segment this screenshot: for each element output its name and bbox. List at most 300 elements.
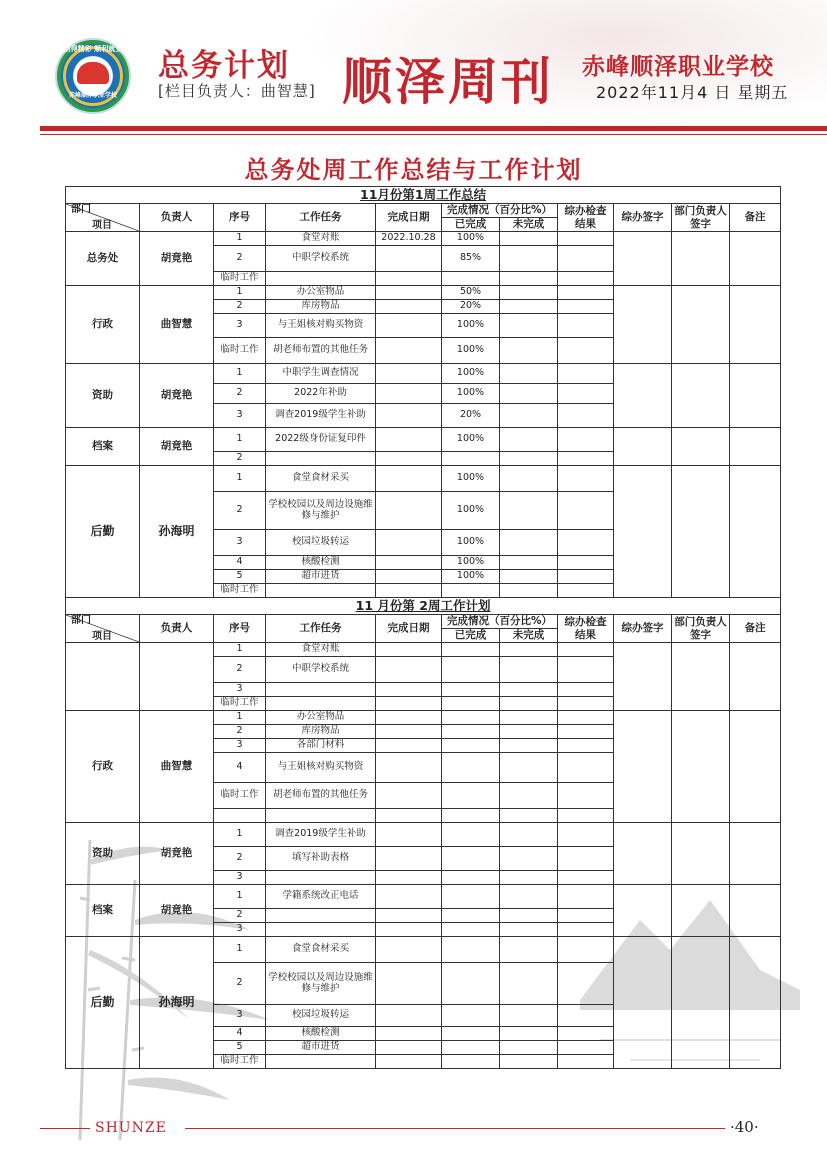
date-cell — [376, 404, 442, 428]
number-cell: 1 — [214, 232, 266, 246]
date-cell — [376, 823, 442, 847]
task-cell — [266, 683, 376, 697]
dept-label: 部门 — [71, 615, 91, 626]
header-divider-thin — [40, 134, 827, 135]
task-cell: 2022年补助 — [266, 384, 376, 404]
sign-header: 综办签字 — [614, 204, 672, 232]
task-cell: 中职学校系统 — [266, 246, 376, 272]
done-cell — [442, 909, 500, 923]
check-cell — [558, 937, 614, 963]
task-cell: 胡老师布置的其他任务 — [266, 783, 376, 809]
header-divider — [40, 126, 827, 131]
note-cell — [730, 428, 781, 466]
date-cell — [376, 909, 442, 923]
table-row — [66, 615, 781, 629]
person-cell: 胡竟艳 — [140, 823, 214, 885]
note-cell — [730, 937, 781, 1069]
dept-sign-cell — [672, 364, 730, 428]
done-cell: 100% — [442, 314, 500, 338]
undone-cell — [500, 338, 558, 364]
task-header: 工作任务 — [266, 204, 376, 232]
date-cell — [376, 1055, 442, 1069]
check-cell — [558, 556, 614, 570]
section-title: 11月份第1周工作总结 — [66, 187, 781, 204]
number-cell: 2 — [214, 492, 266, 530]
undone-cell — [500, 683, 558, 697]
school-name: 赤峰顺泽职业学校 — [582, 54, 774, 80]
check-cell — [558, 753, 614, 783]
undone-cell — [500, 300, 558, 314]
done-cell — [442, 783, 500, 809]
check-cell — [558, 1055, 614, 1069]
dept-sign-cell — [672, 428, 730, 466]
undone-cell — [500, 428, 558, 452]
task-cell: 核酸检测 — [266, 1027, 376, 1041]
table-row — [66, 885, 781, 909]
date-cell — [376, 753, 442, 783]
check-cell — [558, 823, 614, 847]
task-cell — [266, 272, 376, 286]
done-cell — [442, 753, 500, 783]
task-cell: 与王姐核对购买物资 — [266, 314, 376, 338]
task-cell — [266, 809, 376, 823]
date-cell — [376, 492, 442, 530]
status-header: 完成情况（百分比%） — [442, 615, 558, 629]
check-cell — [558, 338, 614, 364]
undone-cell — [500, 1041, 558, 1055]
sign-cell — [614, 286, 672, 364]
number-cell: 2 — [214, 452, 266, 466]
done-header: 已完成 — [442, 218, 500, 232]
table-row — [66, 232, 781, 246]
dept-cell — [66, 643, 140, 711]
number-cell: 2 — [214, 909, 266, 923]
undone-cell — [500, 404, 558, 428]
magazine-title: 顺泽周刊 — [342, 52, 554, 111]
number-cell: 1 — [214, 428, 266, 452]
date-cell — [376, 1005, 442, 1027]
undone-cell — [500, 246, 558, 272]
task-cell: 各部门材料 — [266, 739, 376, 753]
done-cell: 100% — [442, 364, 500, 384]
number-cell: 1 — [214, 937, 266, 963]
number-cell: 5 — [214, 1041, 266, 1055]
date-cell — [376, 300, 442, 314]
note-header: 备注 — [730, 615, 781, 643]
number-cell — [214, 809, 266, 823]
done-cell — [442, 937, 500, 963]
person-cell: 胡竟艳 — [140, 428, 214, 466]
sign-cell — [614, 937, 672, 1069]
date-cell — [376, 657, 442, 683]
undone-cell — [500, 384, 558, 404]
number-cell: 2 — [214, 725, 266, 739]
check-cell — [558, 847, 614, 871]
check-header: 综办检查结果 — [558, 204, 614, 232]
done-cell — [442, 452, 500, 466]
dept-sign-cell — [672, 232, 730, 286]
task-cell — [266, 584, 376, 598]
date-cell: 2022.10.28 — [376, 232, 442, 246]
number-cell: 2 — [214, 300, 266, 314]
done-cell: 50% — [442, 286, 500, 300]
check-cell — [558, 314, 614, 338]
done-cell: 20% — [442, 404, 500, 428]
note-cell — [730, 711, 781, 823]
person-cell — [140, 643, 214, 711]
sign-cell — [614, 466, 672, 598]
date-cell — [376, 314, 442, 338]
check-cell — [558, 246, 614, 272]
date-cell — [376, 246, 442, 272]
undone-cell — [500, 963, 558, 1005]
done-cell: 85% — [442, 246, 500, 272]
check-cell — [558, 466, 614, 492]
done-cell: 100% — [442, 570, 500, 584]
work-plan-table — [65, 186, 781, 1069]
date-cell — [376, 809, 442, 823]
person-cell: 曲智慧 — [140, 286, 214, 364]
undone-header: 未完成 — [500, 218, 558, 232]
undone-cell — [500, 643, 558, 657]
done-cell — [442, 963, 500, 1005]
dept-label: 部门 — [71, 204, 91, 215]
document-title: 总务处周工作总结与工作计划 — [244, 155, 583, 184]
date-cell — [376, 466, 442, 492]
table-row — [66, 937, 781, 963]
undone-cell — [500, 725, 558, 739]
number-cell: 1 — [214, 823, 266, 847]
undone-cell — [500, 452, 558, 466]
person-cell: 孙海明 — [140, 466, 214, 598]
done-cell — [442, 1005, 500, 1027]
check-cell — [558, 404, 614, 428]
dept-sign-cell — [672, 643, 730, 711]
number-cell: 临时工作 — [214, 783, 266, 809]
number-cell: 临时工作 — [214, 272, 266, 286]
page-number: ·40· — [730, 1118, 759, 1136]
dept-cell: 行政 — [66, 711, 140, 823]
done-cell — [442, 823, 500, 847]
done-cell — [442, 739, 500, 753]
task-cell: 校园垃圾转运 — [266, 1005, 376, 1027]
date-cell — [376, 286, 442, 300]
check-cell — [558, 809, 614, 823]
sign-cell — [614, 711, 672, 823]
number-cell: 1 — [214, 286, 266, 300]
done-cell — [442, 683, 500, 697]
check-cell — [558, 871, 614, 885]
number-cell: 2 — [214, 384, 266, 404]
person-cell: 曲智慧 — [140, 711, 214, 823]
school-logo — [55, 38, 131, 114]
task-header: 工作任务 — [266, 615, 376, 643]
done-cell — [442, 871, 500, 885]
number-cell: 临时工作 — [214, 697, 266, 711]
check-cell — [558, 530, 614, 556]
undone-cell — [500, 697, 558, 711]
dept-cell: 后勤 — [66, 466, 140, 598]
dept-sign-header: 部门负责人签字 — [672, 204, 730, 232]
check-header: 综办检查结果 — [558, 615, 614, 643]
done-cell: 100% — [442, 466, 500, 492]
dept-sign-cell — [672, 286, 730, 364]
task-cell: 2022级身份证复印件 — [266, 428, 376, 452]
check-cell — [558, 428, 614, 452]
task-cell: 与王姐核对购买物资 — [266, 753, 376, 783]
table-row — [66, 823, 781, 847]
date-cell — [376, 937, 442, 963]
date-cell — [376, 643, 442, 657]
done-cell: 100% — [442, 530, 500, 556]
done-cell — [442, 584, 500, 598]
done-cell — [442, 657, 500, 683]
done-header: 已完成 — [442, 629, 500, 643]
number-header: 序号 — [214, 615, 266, 643]
number-cell: 3 — [214, 739, 266, 753]
check-cell — [558, 725, 614, 739]
date-cell — [376, 584, 442, 598]
task-cell — [266, 697, 376, 711]
undone-cell — [500, 753, 558, 783]
task-cell: 食堂对账 — [266, 643, 376, 657]
check-cell — [558, 492, 614, 530]
task-cell: 中职学校系统 — [266, 657, 376, 683]
done-cell — [442, 885, 500, 909]
task-cell: 中职学生调查情况 — [266, 364, 376, 384]
issue-date: 2022年11月4 日 星期五 — [596, 83, 789, 102]
table-row — [66, 364, 781, 384]
sign-cell — [614, 232, 672, 286]
sign-cell — [614, 428, 672, 466]
dept-cell: 资助 — [66, 823, 140, 885]
sign-cell — [614, 823, 672, 885]
number-cell: 3 — [214, 314, 266, 338]
number-cell: 3 — [214, 530, 266, 556]
note-cell — [730, 643, 781, 711]
task-cell: 食堂对账 — [266, 232, 376, 246]
table-row — [66, 598, 781, 615]
undone-header: 未完成 — [500, 629, 558, 643]
undone-cell — [500, 783, 558, 809]
check-cell — [558, 1005, 614, 1027]
number-cell: 临时工作 — [214, 338, 266, 364]
task-cell: 调查2019级学生补助 — [266, 404, 376, 428]
person-header: 负责人 — [140, 204, 214, 232]
task-cell — [266, 1055, 376, 1069]
done-cell — [442, 272, 500, 286]
footer-line-right — [185, 1128, 725, 1129]
task-cell: 超市进货 — [266, 570, 376, 584]
done-cell — [442, 923, 500, 937]
number-cell: 4 — [214, 556, 266, 570]
section-title: 11 月份第 2周工作计划 — [66, 598, 781, 615]
date-cell — [376, 1027, 442, 1041]
task-cell: 库房物品 — [266, 725, 376, 739]
number-cell: 2 — [214, 963, 266, 1005]
logo-bottom-text: 赤峰顺泽职业学校 — [68, 92, 117, 99]
done-cell — [442, 643, 500, 657]
undone-cell — [500, 923, 558, 937]
date-cell — [376, 923, 442, 937]
undone-cell — [500, 466, 558, 492]
task-cell: 校园垃圾转运 — [266, 530, 376, 556]
note-header: 备注 — [730, 204, 781, 232]
done-cell: 100% — [442, 428, 500, 452]
check-cell — [558, 923, 614, 937]
undone-cell — [500, 232, 558, 246]
done-cell — [442, 697, 500, 711]
table-row — [66, 643, 781, 657]
done-cell: 100% — [442, 384, 500, 404]
number-cell: 3 — [214, 871, 266, 885]
undone-cell — [500, 657, 558, 683]
check-cell — [558, 739, 614, 753]
person-cell: 胡竟艳 — [140, 885, 214, 937]
done-cell: 100% — [442, 492, 500, 530]
date-cell — [376, 963, 442, 1005]
undone-cell — [500, 847, 558, 871]
date-cell — [376, 683, 442, 697]
dept-sign-cell — [672, 711, 730, 823]
task-cell: 库房物品 — [266, 300, 376, 314]
task-cell: 核酸检测 — [266, 556, 376, 570]
item-label: 项目 — [92, 630, 112, 642]
undone-cell — [500, 492, 558, 530]
number-cell: 4 — [214, 753, 266, 783]
note-cell — [730, 823, 781, 885]
dept-cell: 后勤 — [66, 937, 140, 1069]
table-row — [66, 466, 781, 492]
dept-cell: 档案 — [66, 428, 140, 466]
check-cell — [558, 909, 614, 923]
note-cell — [730, 466, 781, 598]
date-cell — [376, 570, 442, 584]
date-cell — [376, 530, 442, 556]
table-row — [66, 428, 781, 452]
undone-cell — [500, 314, 558, 338]
undone-cell — [500, 739, 558, 753]
date-cell — [376, 697, 442, 711]
undone-cell — [500, 909, 558, 923]
dept-cell: 档案 — [66, 885, 140, 937]
undone-cell — [500, 711, 558, 725]
note-cell — [730, 286, 781, 364]
note-cell — [730, 364, 781, 428]
done-cell — [442, 1041, 500, 1055]
dept-sign-cell — [672, 466, 730, 598]
check-cell — [558, 657, 614, 683]
task-cell: 办公室物品 — [266, 711, 376, 725]
sign-cell — [614, 643, 672, 711]
person-cell: 孙海明 — [140, 937, 214, 1069]
undone-cell — [500, 871, 558, 885]
dept-item-header — [66, 615, 140, 643]
check-cell — [558, 1027, 614, 1041]
date-cell — [376, 272, 442, 286]
task-cell: 胡老师布置的其他任务 — [266, 338, 376, 364]
dept-sign-header: 部门负责人签字 — [672, 615, 730, 643]
done-cell — [442, 711, 500, 725]
check-cell — [558, 683, 614, 697]
check-cell — [558, 452, 614, 466]
done-cell: 100% — [442, 338, 500, 364]
number-cell: 5 — [214, 570, 266, 584]
number-cell: 1 — [214, 885, 266, 909]
date-cell — [376, 847, 442, 871]
task-cell: 学籍系统改正电话 — [266, 885, 376, 909]
number-cell: 临时工作 — [214, 584, 266, 598]
check-cell — [558, 963, 614, 1005]
date-cell — [376, 711, 442, 725]
dept-cell: 资助 — [66, 364, 140, 428]
task-cell — [266, 871, 376, 885]
done-cell — [442, 1027, 500, 1041]
table-row — [66, 187, 781, 204]
undone-cell — [500, 937, 558, 963]
done-cell: 100% — [442, 556, 500, 570]
column-title: 总务计划 — [158, 48, 290, 84]
undone-cell — [500, 364, 558, 384]
person-cell: 胡竟艳 — [140, 232, 214, 286]
date-cell — [376, 452, 442, 466]
number-cell: 2 — [214, 847, 266, 871]
dept-item-header — [66, 204, 140, 232]
done-cell — [442, 1055, 500, 1069]
done-cell — [442, 725, 500, 739]
undone-cell — [500, 570, 558, 584]
date-cell — [376, 783, 442, 809]
check-cell — [558, 300, 614, 314]
date-cell — [376, 739, 442, 753]
logo-top-text: 活得精彩 顺利就业 — [63, 45, 123, 53]
sign-header: 综办签字 — [614, 615, 672, 643]
note-cell — [730, 885, 781, 937]
number-cell: 2 — [214, 657, 266, 683]
date-cell — [376, 885, 442, 909]
number-cell: 1 — [214, 643, 266, 657]
date-cell — [376, 384, 442, 404]
sign-cell — [614, 885, 672, 937]
done-cell: 100% — [442, 232, 500, 246]
number-cell: 1 — [214, 711, 266, 725]
number-cell: 3 — [214, 923, 266, 937]
date-cell — [376, 428, 442, 452]
check-cell — [558, 286, 614, 300]
person-cell: 胡竟艳 — [140, 364, 214, 428]
check-cell — [558, 697, 614, 711]
task-cell: 办公室物品 — [266, 286, 376, 300]
task-cell — [266, 909, 376, 923]
number-cell: 1 — [214, 364, 266, 384]
logo-emblem — [77, 62, 109, 84]
check-cell — [558, 364, 614, 384]
task-cell: 调查2019级学生补助 — [266, 823, 376, 847]
undone-cell — [500, 809, 558, 823]
footer-brand: SHUNZE — [95, 1120, 167, 1136]
undone-cell — [500, 272, 558, 286]
check-cell — [558, 570, 614, 584]
check-cell — [558, 1041, 614, 1055]
check-cell — [558, 885, 614, 909]
table-row — [66, 204, 781, 218]
done-cell — [442, 847, 500, 871]
dept-cell: 总务处 — [66, 232, 140, 286]
task-cell: 学校校园以及周边设施维修与维护 — [266, 492, 376, 530]
number-cell: 临时工作 — [214, 1055, 266, 1069]
check-cell — [558, 232, 614, 246]
number-cell: 3 — [214, 1005, 266, 1027]
